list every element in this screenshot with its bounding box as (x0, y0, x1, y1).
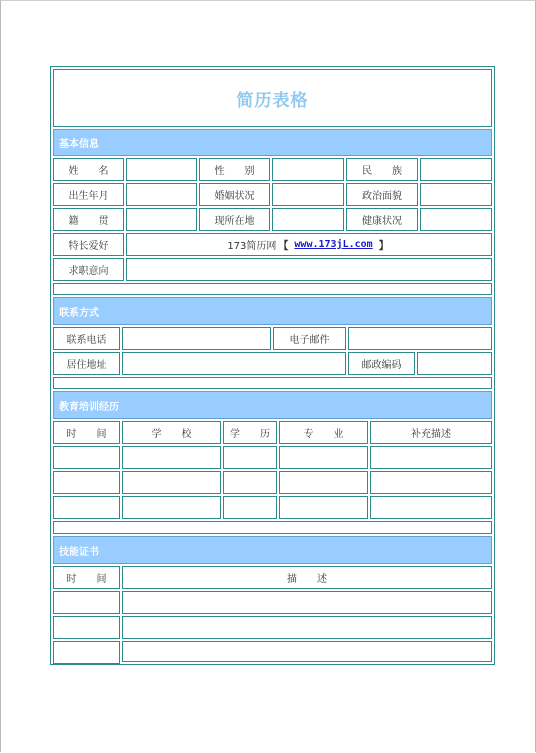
bracket-close: 】 (378, 241, 389, 252)
section-education: 教育培训经历 (53, 391, 492, 419)
label-phone: 联系电话 (53, 327, 120, 350)
label-birth: 出生年月 (53, 183, 124, 206)
edu-row-2-notes[interactable] (370, 471, 492, 494)
edu-row-2-major[interactable] (279, 471, 368, 494)
edu-row-3-major[interactable] (279, 496, 368, 519)
bracket-open: 【 (278, 241, 289, 252)
section-basic-info: 基本信息 (53, 129, 492, 156)
value-hobby[interactable] (126, 233, 492, 256)
header-edu-school: 学 校 (122, 421, 221, 444)
label-job: 求职意向 (53, 258, 124, 281)
skill-row-2-time[interactable] (53, 616, 120, 639)
skill-row-1-desc[interactable] (122, 591, 492, 614)
label-ethnicity: 民 族 (346, 158, 418, 181)
header-edu-notes: 补充描述 (370, 421, 492, 444)
edu-row-1-degree[interactable] (223, 446, 277, 469)
value-phone[interactable] (122, 327, 271, 350)
value-gender[interactable] (272, 158, 344, 181)
label-address: 居住地址 (53, 352, 120, 375)
header-skill-time: 时 间 (53, 566, 120, 589)
label-name: 姓 名 (53, 158, 124, 181)
value-birth[interactable] (126, 183, 197, 206)
label-email: 电子邮件 (273, 327, 346, 350)
label-gender: 性 别 (199, 158, 270, 181)
value-postcode[interactable] (417, 352, 492, 375)
spacer-row (53, 521, 492, 534)
header-edu-major: 专 业 (279, 421, 368, 444)
skill-row-1-time[interactable] (53, 591, 120, 614)
value-email[interactable] (348, 327, 492, 350)
skill-row-2-desc[interactable] (122, 616, 492, 639)
skill-row-3-time[interactable] (53, 641, 120, 664)
spacer-row (53, 377, 492, 389)
edu-row-3-notes[interactable] (370, 496, 492, 519)
value-name[interactable] (126, 158, 197, 181)
spacer-row (53, 283, 492, 295)
edu-row-3-time[interactable] (53, 496, 120, 519)
edu-row-1-notes[interactable] (370, 446, 492, 469)
label-marital: 婚姻状况 (199, 183, 270, 206)
section-contact: 联系方式 (53, 297, 492, 325)
site-link[interactable]: www.173jL.com (294, 239, 373, 250)
value-address[interactable] (122, 352, 346, 375)
label-postcode: 邮政编码 (348, 352, 415, 375)
header-edu-degree: 学 历 (223, 421, 277, 444)
header-edu-time: 时 间 (53, 421, 120, 444)
edu-row-1-time[interactable] (53, 446, 120, 469)
skill-row-3-desc[interactable] (122, 641, 492, 662)
resume-table (50, 66, 495, 665)
edu-row-3-degree[interactable] (223, 496, 277, 519)
edu-row-1-major[interactable] (279, 446, 368, 469)
label-origin: 籍 贯 (53, 208, 124, 231)
value-ethnicity[interactable] (420, 158, 492, 181)
value-health[interactable] (420, 208, 492, 231)
label-health: 健康状况 (346, 208, 418, 231)
value-residence[interactable] (272, 208, 344, 231)
header-skill-desc: 描 述 (122, 566, 492, 589)
edu-row-2-time[interactable] (53, 471, 120, 494)
edu-row-3-school[interactable] (122, 496, 221, 519)
value-origin[interactable] (126, 208, 197, 231)
value-political[interactable] (420, 183, 492, 206)
label-political: 政治面貌 (346, 183, 418, 206)
hobby-text: 173简历网 (227, 241, 277, 252)
edu-row-2-school[interactable] (122, 471, 221, 494)
section-skills: 技能证书 (53, 536, 492, 564)
value-job[interactable] (126, 258, 492, 281)
edu-row-2-degree[interactable] (223, 471, 277, 494)
label-hobby: 特长爱好 (53, 233, 124, 256)
label-residence: 现所在地 (199, 208, 270, 231)
page-title: 简历表格 (53, 69, 492, 127)
edu-row-1-school[interactable] (122, 446, 221, 469)
value-marital[interactable] (272, 183, 344, 206)
